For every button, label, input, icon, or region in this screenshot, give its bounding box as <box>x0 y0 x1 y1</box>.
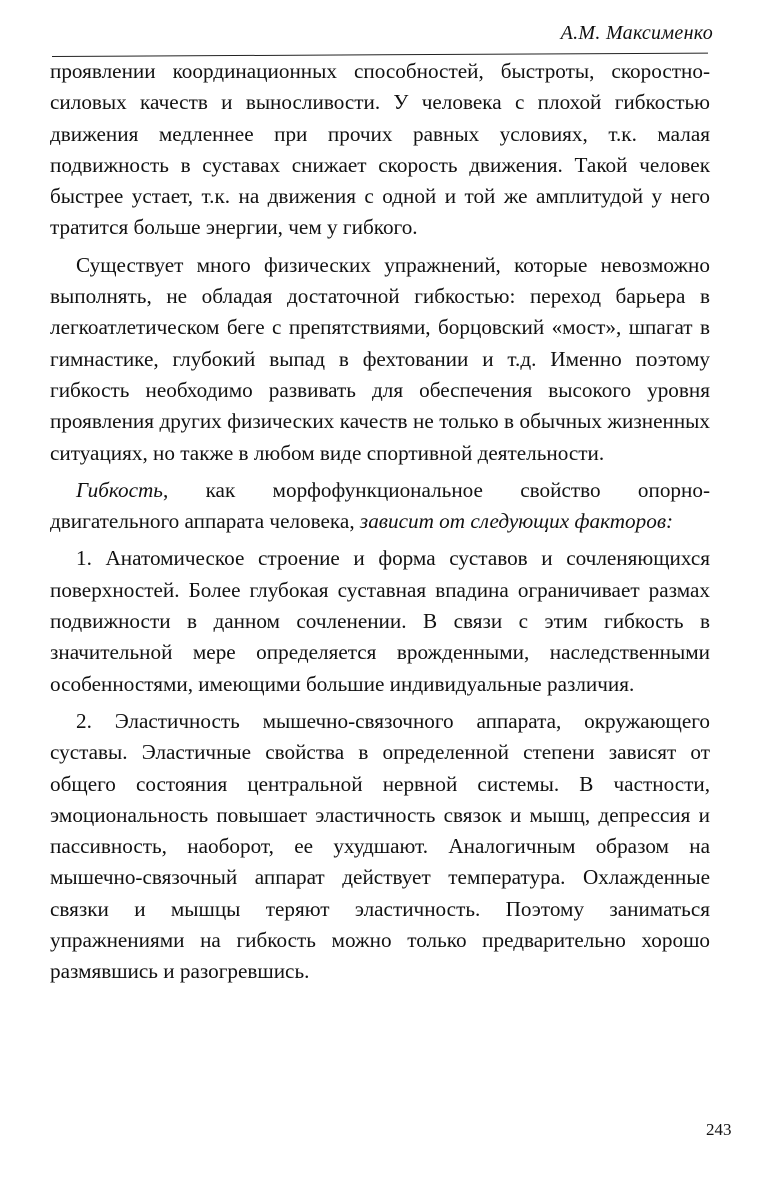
term-flexibility: Гибкость <box>76 477 163 502</box>
page-body <box>50 56 710 988</box>
paragraph-factors-text: , как морфофункциональное свойство опорно-двигательного аппарата человека, <box>50 477 710 534</box>
page-number: 243 <box>706 1120 732 1139</box>
factors-emphasis: зависит от следующих факторов: <box>359 509 674 534</box>
running-header-author: А.М. Максименко <box>560 22 713 44</box>
paragraph-continuation: проявлении координационных способностей, быстроты, скоростно-силовых качеств и выносливости. У человека с плохой гибкостью движения медленнее при прочих равных условиях, т.к. малая подвижность в суставах снижает скорость движения. Такой человек быстрее устает, т.к. на движения с одной и той же амплитудой у него тратится больше энергии, чем у гибкого. <box>50 59 710 240</box>
paragraph-flexibility-factors <box>50 475 710 538</box>
paragraph-factor-1: 1. Анатомическое строение и форма суставов и сочленяющихся поверхностей. Более глубокая суставная впадина ограничивает размах подвижности в данном сочленении. В связи с этим гибкость в значительной мере определяется врожденными, наследственными особенностями, имеющими большие индивидуальные различия. <box>50 546 710 696</box>
paragraph-factor-2: 2. Эластичность мышечно-связочного аппарата, окружающего суставы. Эластичные свойства в определенной степени зависят от общего состояния центральной нервной системы. В частности, эмоциональность повышает эластичность связок и мышц, депрессия и пассивность, наоборот, ее ухудшают. Аналогичным образом на мышечно-связочный аппарат действует температура. Охлажденные связки и мышцы теряют эластичность. Поэтому заниматься упражнениями на гибкость можно только предварительно хорошо размявшись и разогревшись. <box>50 708 710 984</box>
paragraph-exercises: Существует много физических упражнений, которые невозможно выполнять, не обладая достаточной гибкостью: переход барьера в легкоатлетическом беге с препятствиями, борцовский «мост», шпагат в гимнастике, глубокий выпад в фехтовании и т.д. Именно поэтому гибкость необходимо развивать для обеспечения высокого уровня проявления других физических качеств не только в обычных жизненных ситуациях, но также в любом виде спортивной деятельности. <box>50 252 710 465</box>
